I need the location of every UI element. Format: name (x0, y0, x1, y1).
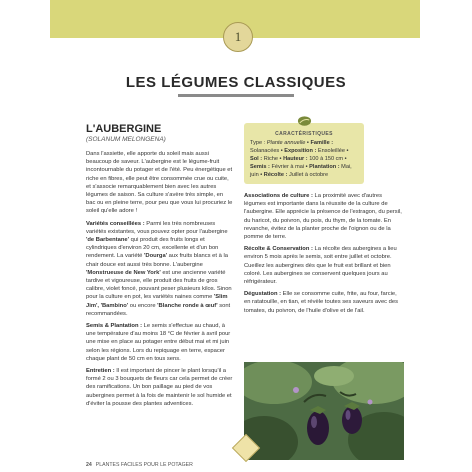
card-key: • Semis : (250, 156, 347, 170)
card-value: Ensoleillée (317, 148, 345, 154)
card-key: Type : (250, 140, 267, 146)
card-value: Mai, juin (250, 164, 352, 178)
semis-text: Le semis s'effectue au chaud, à une température d'au moins 18 °C de février à avril pour une mise en place au potager entre début mai et mi juin selon les régions. Lors du repiquage en terre, espacer chaque plant de 50 cm en tous sens. (86, 323, 231, 362)
eggplant-illustration (244, 362, 404, 460)
leaf-icon (297, 115, 312, 127)
varietes-text: Parmi les très nombreuses variétés existantes, vous pouvez opter pour l'aubergine (86, 220, 228, 235)
card-key: • Exposition : (279, 148, 318, 154)
recolte-paragraph (244, 245, 404, 286)
characteristics-card (244, 123, 364, 184)
degustation-paragraph (244, 290, 404, 315)
intro-paragraph: Dans l'assiette, elle apporte du soleil mais aussi beaucoup de saveur. L'aubergine est le légume-fruit incontournable du potager et de l'été. Peu énergétique et riche en fibres, elle peut être consommée crue ou cuite, et s'associe remarquablement bien avec les autres légumes de saison. Sa culture s'avère très simple, en bac ou en pleine terre, pour peu que vous lui procuriez le soleil qu'elle adore ! (86, 151, 233, 215)
degustation-text: Elle se consomme cuite, frite, au four, farcie, en ratatouille, en tian, et révèle toutes ses saveurs avec des tomates, du poivron, de l'huile d'olive et de l'ail. (244, 291, 399, 314)
variety-name: 'Dourga' (144, 253, 168, 260)
left-column (86, 123, 234, 412)
degustation-label: Dégustation : (244, 291, 282, 298)
card-value: Juillet à octobre (288, 172, 329, 178)
page-footer (86, 462, 193, 468)
varietes-text: ou encore (128, 302, 158, 309)
varietes-paragraph (86, 220, 234, 318)
entretien-text: Il est important de pincer le plant lorsqu'il a formé 2 ou 3 bouquets de fleurs car cela permet de créer des ramifications. Un bon paillage au pied de vos aubergines permet à la fois de maintenir le sol humide et d'éviter la pousse des plantes adventices. (86, 368, 233, 407)
varietes-text: sont recommandées. (86, 302, 231, 317)
card-value: Février à mai (271, 164, 305, 170)
associations-paragraph (244, 192, 404, 241)
varietes-text: est une ancienne variété tardive et vigoureuse, elle produit des fruits de gros calibre, violet foncé, pouvant peser plusieurs kilos. Sinon pour la culture en pot, les variétés naines comme (86, 269, 232, 301)
semis-paragraph (86, 322, 234, 363)
card-body (250, 139, 358, 179)
card-value: Solanacées (250, 148, 280, 154)
title-underline (178, 94, 294, 97)
page-number: 24 (86, 462, 92, 468)
recolte-label: Récolte & Conservation : (244, 246, 313, 253)
plant-latin-name: (SOLANUM MELONGENA) (86, 136, 166, 143)
entretien-paragraph (86, 367, 234, 408)
card-key: • Hauteur : (278, 156, 310, 162)
card-title: CARACTÉRISTIQUES (275, 131, 333, 137)
card-key: • Récolte : (258, 172, 289, 178)
varietes-label: Variétés conseillées : (86, 220, 145, 227)
card-key: • Sol : (250, 148, 349, 162)
card-key: • Plantation : (304, 164, 342, 170)
variety-name: 'Monstrueuse de New York' (86, 269, 161, 276)
card-value: 100 à 150 cm (309, 156, 344, 162)
chapter-badge: 1 (223, 22, 253, 52)
footer-title: PLANTES FACILES POUR LE POTAGER (95, 462, 193, 468)
section-title: LES LÉGUMES CLASSIQUES (125, 74, 347, 91)
entretien-label: Entretien : (86, 368, 115, 375)
plant-name: L'AUBERGINE (86, 123, 162, 135)
recolte-text: La récolte des aubergines a lieu environ 5 mois après le semis, soit entre juillet et octobre. Cueillez les aubergines dès que le fruit est brillant et bien coloré. Les aubergines se conservent quelques jours au réfrigérateur. (244, 246, 397, 286)
semis-label: Semis & Plantation : (86, 323, 143, 330)
card-value: Riche (263, 156, 278, 162)
variety-name: 'Blanche ronde à œuf' (157, 302, 218, 309)
eggplant-photo (244, 362, 404, 460)
associations-label: Associations de culture : (244, 193, 313, 199)
variety-name: 'de Barbentane' (86, 237, 130, 244)
associations-text: La proximité avec d'autres légumes est importante dans la réussite de la culture de l'aubergine. Elle apprécie la présence de l'estragon, du persil, du haricot, du poivron, du pois, du thym, de la tomate. En revanche, évitez de la planter proche de l'oignon ou de la pomme de terre. (244, 193, 402, 241)
varietes-text: qui produit des fruits longs et cylindriques d'environ 20 cm, excellente et d'un bon rendement. La variété (86, 237, 219, 260)
card-key: • Famille : (305, 140, 334, 146)
card-value: Plante annuelle (266, 140, 306, 146)
varietes-text: aux fruits blancs et à la chair douce est aussi très bonne. L'aubergine (86, 253, 228, 268)
variety-name: 'Slim Jim', 'Bambino' (86, 294, 228, 309)
right-column (244, 123, 404, 319)
